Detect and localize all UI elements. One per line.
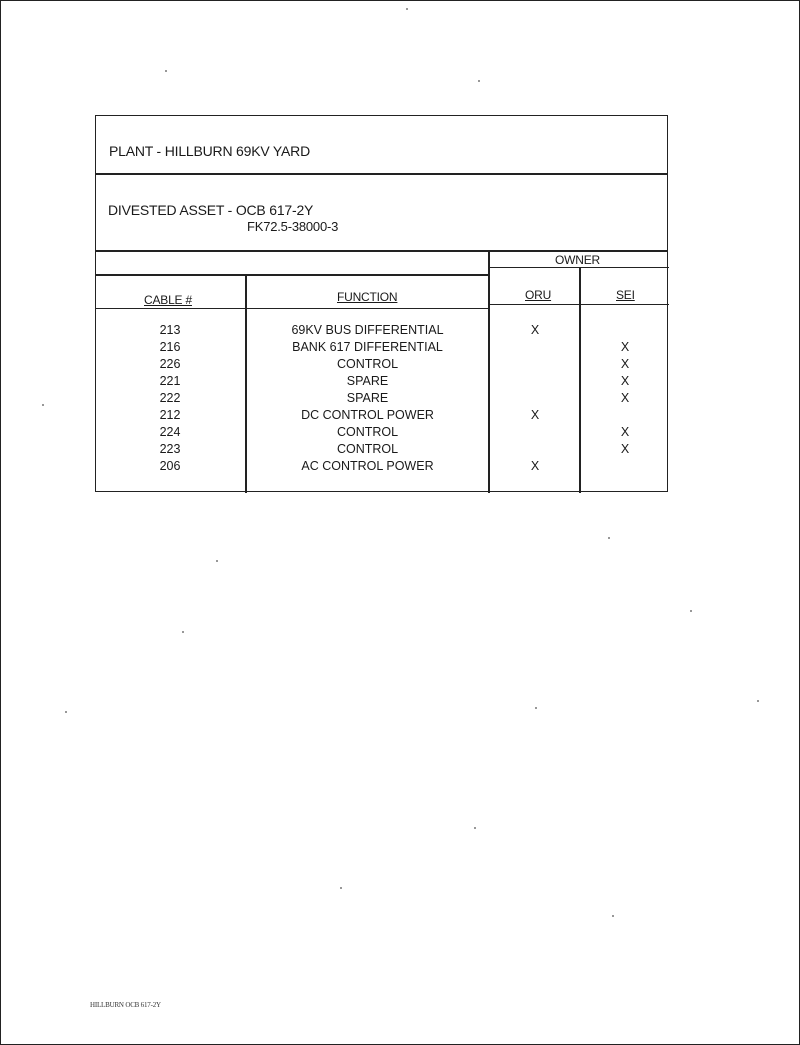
- divider-header-top: [96, 274, 488, 276]
- scan-speck: [612, 915, 614, 917]
- owner-header: OWNER: [555, 253, 600, 267]
- cable-function: SPARE: [346, 374, 389, 388]
- divider-plant: [96, 173, 667, 175]
- table-row: [96, 391, 667, 408]
- cable-number: 212: [159, 408, 181, 422]
- cable-number: 216: [159, 340, 181, 354]
- table-row: [96, 459, 667, 476]
- oru-mark: X: [530, 459, 540, 473]
- table-row: [96, 340, 667, 357]
- column-header-oru: ORU: [525, 288, 552, 302]
- scan-speck: [216, 560, 218, 562]
- divider-asset: [96, 250, 667, 252]
- table-row: [96, 425, 667, 442]
- sei-mark: X: [620, 340, 630, 354]
- divider-header-bottom: [96, 308, 488, 309]
- column-header-cable: CABLE #: [144, 293, 192, 307]
- asset-id: FK72.5-38000-3: [247, 219, 339, 234]
- scan-speck: [340, 887, 342, 889]
- sei-mark: X: [620, 374, 630, 388]
- scan-speck: [535, 707, 537, 709]
- scan-speck: [165, 70, 167, 72]
- sei-mark: X: [620, 442, 630, 456]
- scan-speck: [406, 8, 408, 10]
- cable-number: 224: [159, 425, 181, 439]
- cable-number: 223: [159, 442, 181, 456]
- table-row: [96, 408, 667, 425]
- scan-speck: [757, 700, 759, 702]
- cable-number: 221: [159, 374, 181, 388]
- cable-function: AC CONTROL POWER: [301, 459, 434, 473]
- sei-mark: X: [620, 357, 630, 371]
- sei-mark: X: [620, 425, 630, 439]
- oru-mark: X: [530, 408, 540, 422]
- scan-speck: [474, 827, 476, 829]
- column-header-function: FUNCTION: [337, 290, 398, 304]
- divested-asset-label: DIVESTED ASSET - OCB 617-2Y: [108, 202, 314, 218]
- table-row: [96, 323, 667, 340]
- cable-function: SPARE: [346, 391, 389, 405]
- table-row: [96, 374, 667, 391]
- cable-function: CONTROL: [336, 425, 399, 439]
- scan-speck: [42, 404, 44, 406]
- scan-speck: [690, 610, 692, 612]
- column-header-sei: SEI: [616, 288, 635, 302]
- cable-number: 213: [159, 323, 181, 337]
- cable-number: 222: [159, 391, 181, 405]
- scan-speck: [65, 711, 67, 713]
- scan-speck: [608, 537, 610, 539]
- plant-title: PLANT - HILLBURN 69KV YARD: [109, 143, 310, 159]
- cable-number: 226: [159, 357, 181, 371]
- oru-mark: X: [530, 323, 540, 337]
- cable-function: CONTROL: [336, 442, 399, 456]
- sei-mark: X: [620, 391, 630, 405]
- cable-function: CONTROL: [336, 357, 399, 371]
- scan-speck: [182, 631, 184, 633]
- cable-function: BANK 617 DIFFERENTIAL: [292, 340, 443, 354]
- table-row: [96, 442, 667, 459]
- cable-function: DC CONTROL POWER: [301, 408, 434, 422]
- cable-ownership-table: [95, 115, 668, 492]
- scan-speck: [478, 80, 480, 82]
- cable-number: 206: [159, 459, 181, 473]
- footer-doc-label: HILLBURN OCB 617-2Y: [90, 1001, 161, 1009]
- cable-function: 69KV BUS DIFFERENTIAL: [291, 323, 444, 337]
- table-row: [96, 357, 667, 374]
